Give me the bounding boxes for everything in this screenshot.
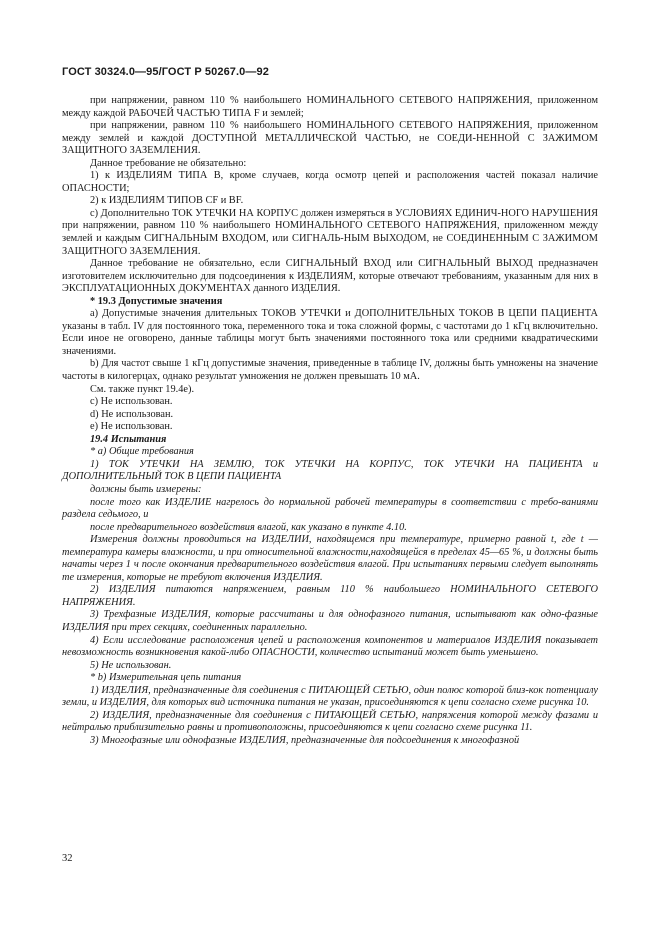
section-heading: 19.4 Испытания bbox=[90, 433, 167, 445]
paragraph: после того как ИЗДЕЛИЕ нагрелось до нормальной рабочей температуры в соответствии с требо-ваниями раздела седьмого, и bbox=[62, 496, 598, 521]
paragraph: а) Допустимые значения длительных ТОКОВ УТЕЧКИ и ДОПОЛНИТЕЛЬНЫХ ТОКОВ В ЦЕПИ ПАЦИЕНТА указаны в табл. IV для постоянного тока, переменного тока и тока сложной формы, с частотами до 1 кГц включительно. Если иное не оговорено, данные таблицы могут быть значениями постоянного тока или средними квадратическими значениями. bbox=[62, 308, 598, 357]
section-heading: * 19.3 Допустимые значения bbox=[90, 295, 223, 307]
paragraph: при напряжении, равном 110 % наибольшего НОМИНАЛЬНОГО СЕТЕВОГО НАПРЯЖЕНИЯ, приложенном между каждой РАБОЧЕЙ ЧАСТЬЮ ТИПА F и землей; bbox=[62, 95, 598, 119]
paragraph: 3) Многофазные или однофазные ИЗДЕЛИЯ, предназначенные для подсоединения к многофазной bbox=[90, 734, 520, 746]
page-number: 32 bbox=[62, 853, 73, 864]
subsection-heading: * b) Измерительная цепь питания bbox=[90, 672, 242, 684]
paragraph: 1) к ИЗДЕЛИЯМ ТИПА В, кроме случаев, когда осмотр цепей и расположения частей показал наличие ОПАСНОСТИ; bbox=[62, 170, 598, 194]
paragraph: с) Дополнительно ТОК УТЕЧКИ НА КОРПУС должен измеряться в УСЛОВИЯХ ЕДИНИЧ-НОГО НАРУШЕНИЯ при напряжении, равном 110 % наибольшего НОМИНАЛЬНОГО СЕТЕВОГО НАПРЯЖЕНИЯ, приложенном между землей и каждым СИГНАЛЬНЫМ ВХОДОМ, или СИГНАЛЬ-НЫМ ВЫХОДОМ, не СОЕДИНЕННЫМ С ЗАЖИМОМ ЗАЩИТНОГО ЗАЗЕМЛЕНИЯ. bbox=[62, 207, 598, 257]
subsection-heading: * а) Общие требования bbox=[90, 446, 194, 458]
paragraph: 1) ТОК УТЕЧКИ НА ЗЕМЛЮ, ТОК УТЕЧКИ НА КОРПУС, ТОК УТЕЧКИ НА ПАЦИЕНТА и ДОПОЛНИТЕЛЬНЫЙ ТОК В ЦЕПИ ПАЦИЕНТА bbox=[62, 458, 598, 483]
paragraph: b) Для частот свыше 1 кГц допустимые значения, приведенные в таблице IV, должны быть умножены на значение частоты в килогерцах, однако результат умножения не должен превышать 10 мА. bbox=[62, 358, 598, 383]
paragraph: при напряжении, равном 110 % наибольшего НОМИНАЛЬНОГО СЕТЕВОГО НАПРЯЖЕНИЯ, приложенном между землей и каждой ДОСТУПНОЙ МЕТАЛЛИЧЕСКОЙ ЧАСТЬЮ, не СОЕДИ-НЕННОЙ С ЗАЖИМОМ ЗАЩИТНОГО ЗАЗЕМЛЕНИЯ. bbox=[62, 120, 598, 157]
page-body bbox=[62, 95, 598, 747]
paragraph: е) Не использован. bbox=[90, 421, 173, 433]
paragraph: d) Не использован. bbox=[90, 408, 174, 420]
paragraph: после предварительного воздействия влагой, как указано в пункте 4.10. bbox=[90, 521, 407, 533]
paragraph: 2) к ИЗДЕЛИЯМ ТИПОВ CF и BF. bbox=[90, 195, 244, 207]
paragraph: 5) Не использован. bbox=[90, 659, 172, 671]
paragraph: с) Не использован. bbox=[90, 396, 173, 408]
paragraph: 3) Трехфазные ИЗДЕЛИЯ, которые рассчитаны и для однофазного питания, испытывают как одно-фазные ИЗДЕЛИЯ при трех секциях, соединенных параллельно. bbox=[62, 609, 598, 633]
paragraph: Данное требование не обязательно, если СИГНАЛЬНЫЙ ВХОД или СИГНАЛЬНЫЙ ВЫХОД предназначен изготовителем исключительно для подсоединения к ИЗДЕЛИЯМ, которые отвечают требованиям, указанным для них в ЭКСПЛУАТАЦИОННЫХ ДОКУМЕНТАХ данного ИЗДЕЛИЯ. bbox=[62, 258, 598, 295]
paragraph: 2) ИЗДЕЛИЯ питаются напряжением, равным 110 % наибольшего НОМИНАЛЬНОГО СЕТЕВОГО НАПРЯЖЕНИЯ. bbox=[62, 584, 598, 608]
paragraph: 4) Если исследование расположения цепей и расположения компонентов и материалов ИЗДЕЛИЯ показывает невозможность возникновения какой-либо ОПАСНОСТИ, количество испытаний может быть уменьшено. bbox=[62, 634, 598, 659]
paragraph: См. также пункт 19.4е). bbox=[90, 383, 195, 395]
paragraph: Данное требование не обязательно: bbox=[90, 157, 247, 169]
paragraph: 2) ИЗДЕЛИЯ, предназначенные для соединения с ПИТАЮЩЕЙ СЕТЬЮ, напряжения которой между фазами и нейтралью приблизительно равны и противоположны, присоединяются к цепи согласно схеме рисунка 11. bbox=[62, 709, 598, 734]
paragraph: Измерения должны проводиться на ИЗДЕЛИИ, находящемся при температуре, примерно равной t, где t — температура камеры влажности, и при относительной влажности,находящейся в пределах 45—65 %, и должны быть начаты через 1 ч после окончания предварительного воздействия влагой. При испытаниях первыми следует выполнять те измерения, которые не требуют включения ИЗДЕЛИЯ. bbox=[62, 534, 598, 583]
paragraph: должны быть измерены: bbox=[90, 483, 202, 495]
running-header: ГОСТ 30324.0—95/ГОСТ Р 50267.0—92 bbox=[62, 66, 269, 78]
paragraph: 1) ИЗДЕЛИЯ, предназначенные для соединения с ПИТАЮЩЕЙ СЕТЬЮ, один полюс которой близ-кок потенциалу земли, и ИЗДЕЛИЯ, для которых вид источника питания не указан, присоединяются к цепи согласно схеме рисунка 10. bbox=[62, 684, 598, 709]
